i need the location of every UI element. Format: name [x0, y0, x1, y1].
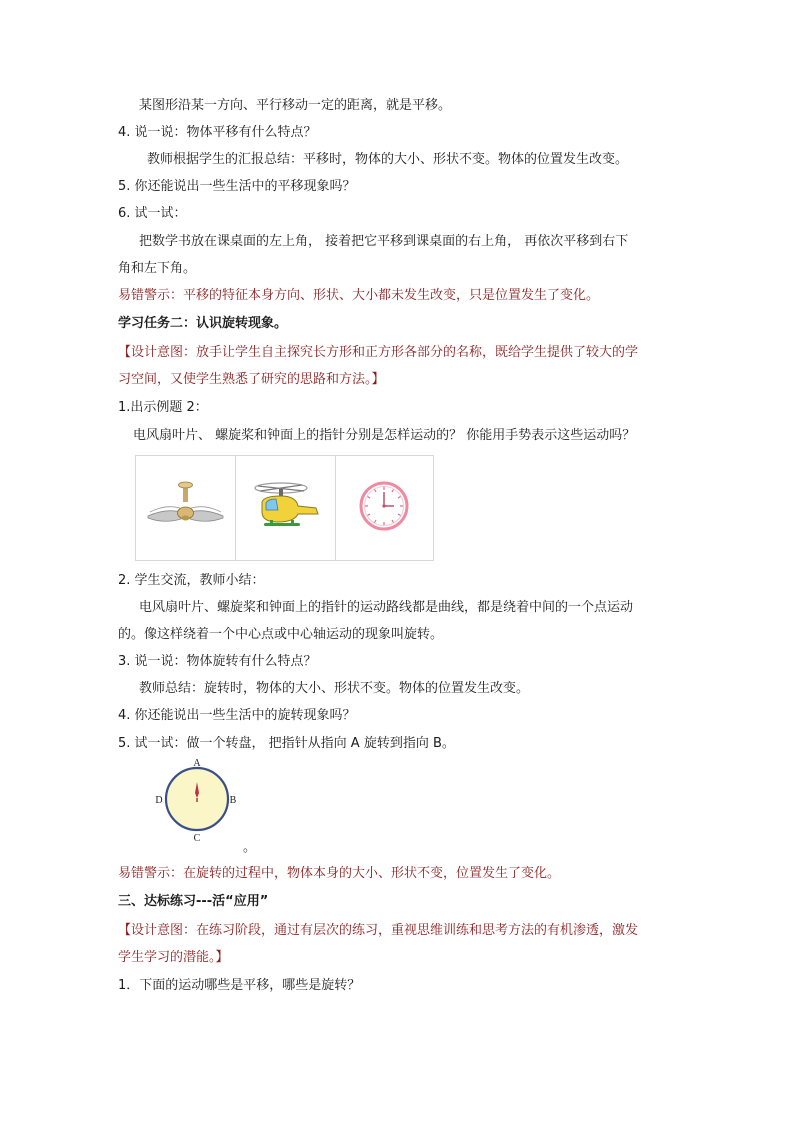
section-three-heading: 三、达标练习---活“应用” — [118, 894, 269, 909]
dial-label-b: B — [229, 795, 237, 806]
clock-icon — [336, 456, 435, 560]
design-intent-line-1: 【设计意图：放手让学生自主探究长方形和正方形各部分的名称，既给学生提供了较大的学 — [118, 345, 639, 360]
question-4: 4. 说一说：物体平移有什么特点？ — [118, 125, 317, 140]
ceiling-fan-icon — [136, 456, 235, 560]
dial-label-a: A — [193, 758, 201, 769]
dial-spinner-figure — [150, 758, 245, 843]
warning-rotation: 易错警示：在旋转的过程中，物体本身的大小、形状不变，位置发生了变化。 — [118, 866, 561, 881]
item-3-question: 3. 说一说：物体旋转有什么特点？ — [118, 654, 317, 669]
example-2-heading: 1.出示例题 2： — [118, 400, 208, 415]
question-5: 5. 你还能说出一些生活中的平移现象吗？ — [118, 179, 356, 194]
practice-question-1: 1．下面的运动哪些是平移，哪些是旋转？ — [118, 978, 361, 993]
item-5-try: 5. 试一试：做一个转盘， 把指针从指向 A 旋转到指向 B。 — [118, 736, 455, 751]
dial-label-d: D — [155, 795, 163, 806]
dial-label-c: C — [193, 833, 201, 843]
task-two-heading: 学习任务二：认识旋转现象。 — [118, 316, 288, 331]
teacher-summary-rotation: 教师总结：旋转时，物体的大小、形状不变。物体的位置发生改变。 — [139, 681, 530, 696]
design-intent-practice-line-2: 学生学习的潜能。】 — [118, 950, 229, 965]
ceiling-fan-cell — [136, 456, 235, 560]
try-it-paragraph-line-1: 把数学书放在课桌面的左上角， 接着把它平移到课桌面的右上角， 再依次平移到右下 — [139, 234, 629, 249]
rotation-examples-figure — [135, 455, 434, 561]
design-intent-practice-line-1: 【设计意图：在练习阶段，通过有层次的练习，重视思维训练和思考方法的有机渗透，激发 — [118, 923, 639, 938]
example-2-question: 电风扇叶片、 螺旋桨和钟面上的指针分别是怎样运动的？ 你能用手势表示这些运动吗？ — [133, 428, 636, 443]
summary-rotation-line-1: 电风扇叶片、螺旋桨和钟面上的指针的运动路线都是曲线，都是绕着中间的一个点运动 — [139, 600, 634, 615]
item-2-discussion: 2. 学生交流，教师小结： — [118, 573, 265, 588]
helicopter-icon — [236, 456, 335, 560]
paragraph-translation-definition: 某图形沿某一方向、平行移动一定的距离，就是平移。 — [139, 98, 452, 113]
design-intent-line-2: 习空间，又使学生熟悉了研究的思路和方法。】 — [118, 372, 385, 387]
question-6: 6. 试一试： — [118, 206, 187, 221]
dial-trailing-period: 。 — [243, 840, 257, 855]
warning-translation: 易错警示：平移的特征本身方向、形状、大小都未发生改变，只是位置发生了变化。 — [118, 288, 600, 303]
item-4-question: 4. 你还能说出一些生活中的旋转现象吗？ — [118, 708, 356, 723]
summary-rotation-line-2: 的。像这样绕着一个中心点或中心轴运动的现象叫旋转。 — [118, 627, 444, 642]
helicopter-cell — [236, 456, 335, 560]
clock-cell — [336, 456, 435, 560]
try-it-paragraph-line-2: 角和左下角。 — [118, 261, 197, 276]
teacher-summary-translation: 教师根据学生的汇报总结：平移时，物体的大小、形状不变。物体的位置发生改变。 — [147, 152, 629, 167]
